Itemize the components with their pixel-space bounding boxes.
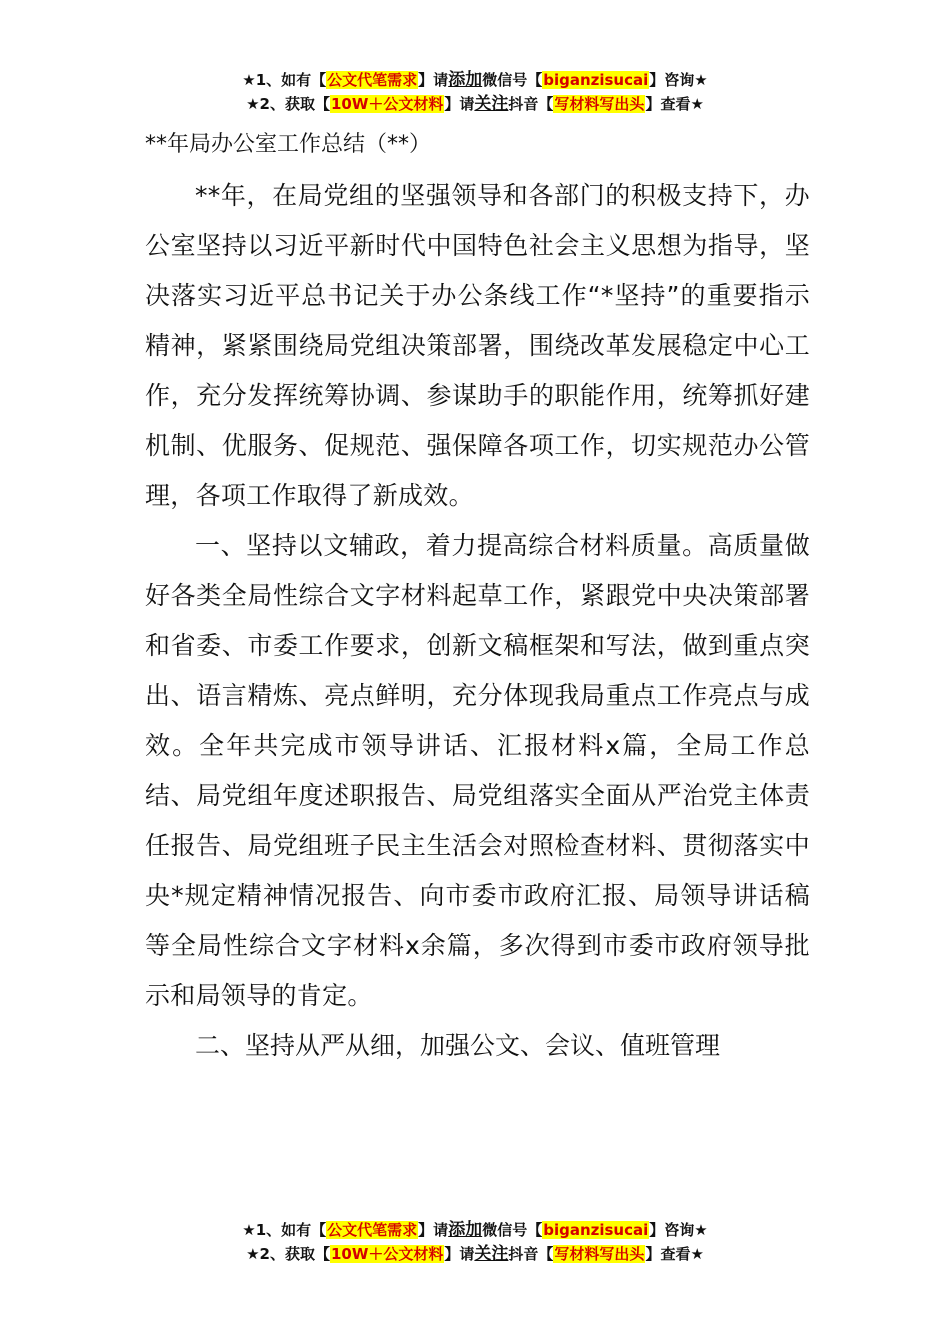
banner-text: 】咨询 [649, 71, 695, 89]
banner-line-1 [0, 68, 950, 92]
star-icon: ★ [694, 71, 708, 89]
banner-line-2 [0, 92, 950, 116]
banner-line-2 [0, 1242, 950, 1266]
banner-text: 1、如有【 [255, 71, 327, 89]
star-icon: ★ [690, 95, 704, 113]
star-icon: ★ [246, 1245, 260, 1263]
banner-text: 2、获取【 [259, 95, 330, 113]
highlight-service: 公文代笔需求 [327, 1221, 418, 1239]
highlight-materials: 10W＋公文材料 [330, 95, 444, 113]
star-icon: ★ [242, 71, 256, 89]
banner-text: 】请 [418, 1221, 449, 1239]
highlight-materials: 10W＋公文材料 [330, 1245, 444, 1263]
banner-line-1 [0, 1218, 950, 1242]
paragraph-section-1: 一、坚持以文辅政，着力提高综合材料质量。高质量做好各类全局性综合文字材料起草工作，紧跟党中央决策部署和省委、市委工作要求，创新文稿框架和写法，做到重点突出、语言精炼、亮点鲜明，充分体现我局重点工作亮点与成效。全年共完成市领导讲话、汇报材料x篇，全局工作总结、局党组年度述职报告、局党组落实全面从严治党主体责任报告、局党组班子民主生活会对照检查材料、贯彻落实中央*规定精神情况报告、向市委市政府汇报、局领导讲话稿等全局性综合文字材料x余篇，多次得到市委市政府领导批示和局领导的肯定。 [145, 531, 810, 1010]
banner-emphasis: 添加 [448, 70, 483, 90]
section-heading-2: 二、坚持从严从细，加强公文、会议、值班管理 [195, 1031, 721, 1060]
banner-text: 】查看 [645, 95, 691, 113]
highlight-wechat-id: biganzisucai [543, 71, 649, 89]
highlight-douyin: 写材料写出头 [554, 1245, 645, 1263]
banner-text: 1、如有【 [255, 1221, 327, 1239]
banner-text: 】请 [444, 1245, 475, 1263]
star-icon: ★ [694, 1221, 708, 1239]
star-icon: ★ [242, 1221, 256, 1239]
banner-emphasis: 关注 [474, 1244, 509, 1264]
banner-text: 】请 [418, 71, 449, 89]
highlight-douyin: 写材料写出头 [554, 95, 645, 113]
banner-text: 微信号【 [482, 71, 543, 89]
banner-text: 抖音【 [508, 1245, 554, 1263]
banner-text: 】请 [444, 95, 475, 113]
star-icon: ★ [690, 1245, 704, 1263]
banner-text: 2、获取【 [259, 1245, 330, 1263]
highlight-service: 公文代笔需求 [327, 71, 418, 89]
banner-emphasis: 关注 [474, 94, 509, 114]
highlight-wechat-id: biganzisucai [543, 1221, 649, 1239]
document-body [145, 127, 810, 1071]
banner-text: 微信号【 [482, 1221, 543, 1239]
document-title: **年局办公室工作总结（**） [145, 132, 432, 157]
banner-text: 】咨询 [649, 1221, 695, 1239]
header-banner [0, 68, 950, 116]
star-icon: ★ [246, 95, 260, 113]
banner-text: 抖音【 [508, 95, 554, 113]
banner-text: 】查看 [645, 1245, 691, 1263]
banner-emphasis: 添加 [448, 1220, 483, 1240]
footer-banner [0, 1218, 950, 1266]
paragraph-intro: **年，在局党组的坚强领导和各部门的积极支持下，办公室坚持以习近平新时代中国特色社会主义思想为指导，坚决落实习近平总书记关于办公条线工作“*坚持”的重要指示精神，紧紧围绕局党组决策部署，围绕改革发展稳定中心工作，充分发挥统筹协调、参谋助手的职能作用，统筹抓好建机制、优服务、促规范、强保障各项工作，切实规范办公管理，各项工作取得了新成效。 [145, 181, 810, 510]
